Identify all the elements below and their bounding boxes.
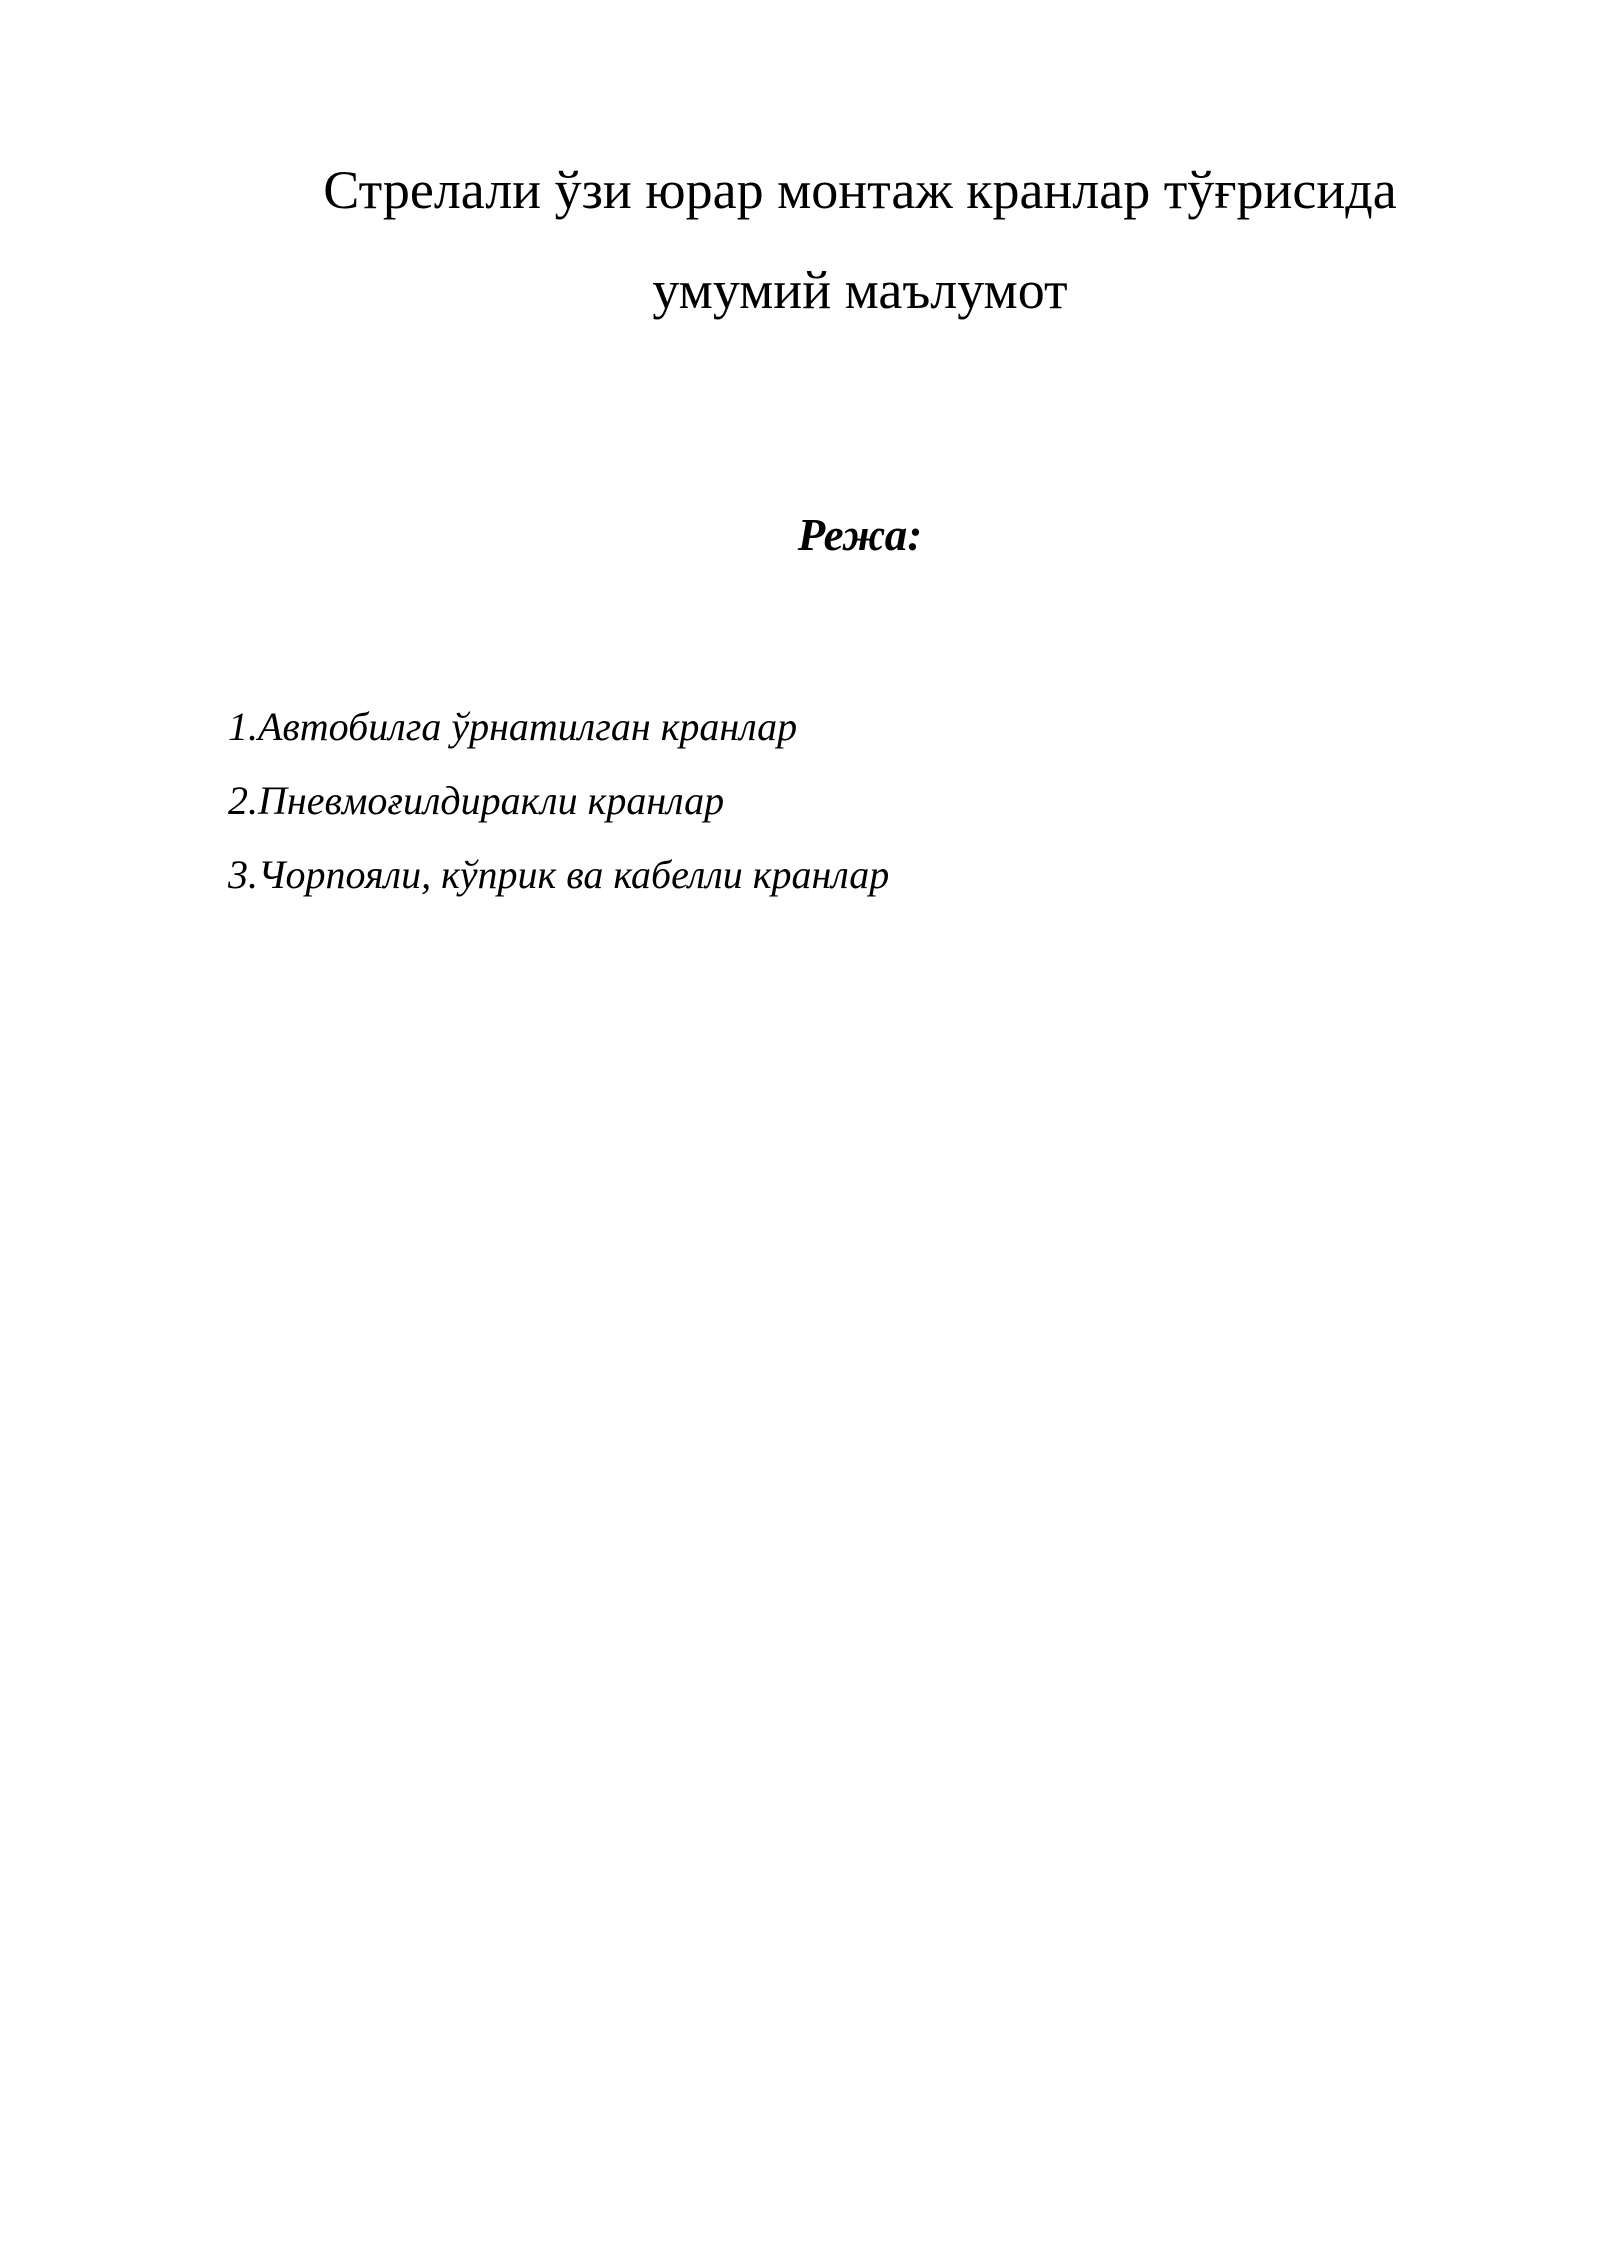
document-title-line-2: умумий маълумот xyxy=(652,260,1068,320)
document-title xyxy=(230,140,1490,340)
plan-item-3: 3.Чорпояли, кўприк ва кабелли кранлар xyxy=(228,852,890,897)
document-title-line-1: Стрелали ўзи юрар монтаж кранлар тўғрисида xyxy=(323,160,1397,220)
plan-list xyxy=(228,690,1428,912)
plan-item-2: 2.Пневмоғилдиракли кранлар xyxy=(228,778,725,823)
plan-heading: Режа: xyxy=(797,510,923,560)
plan-item-1: 1.Автобилга ўрнатилган кранлар xyxy=(228,704,798,749)
